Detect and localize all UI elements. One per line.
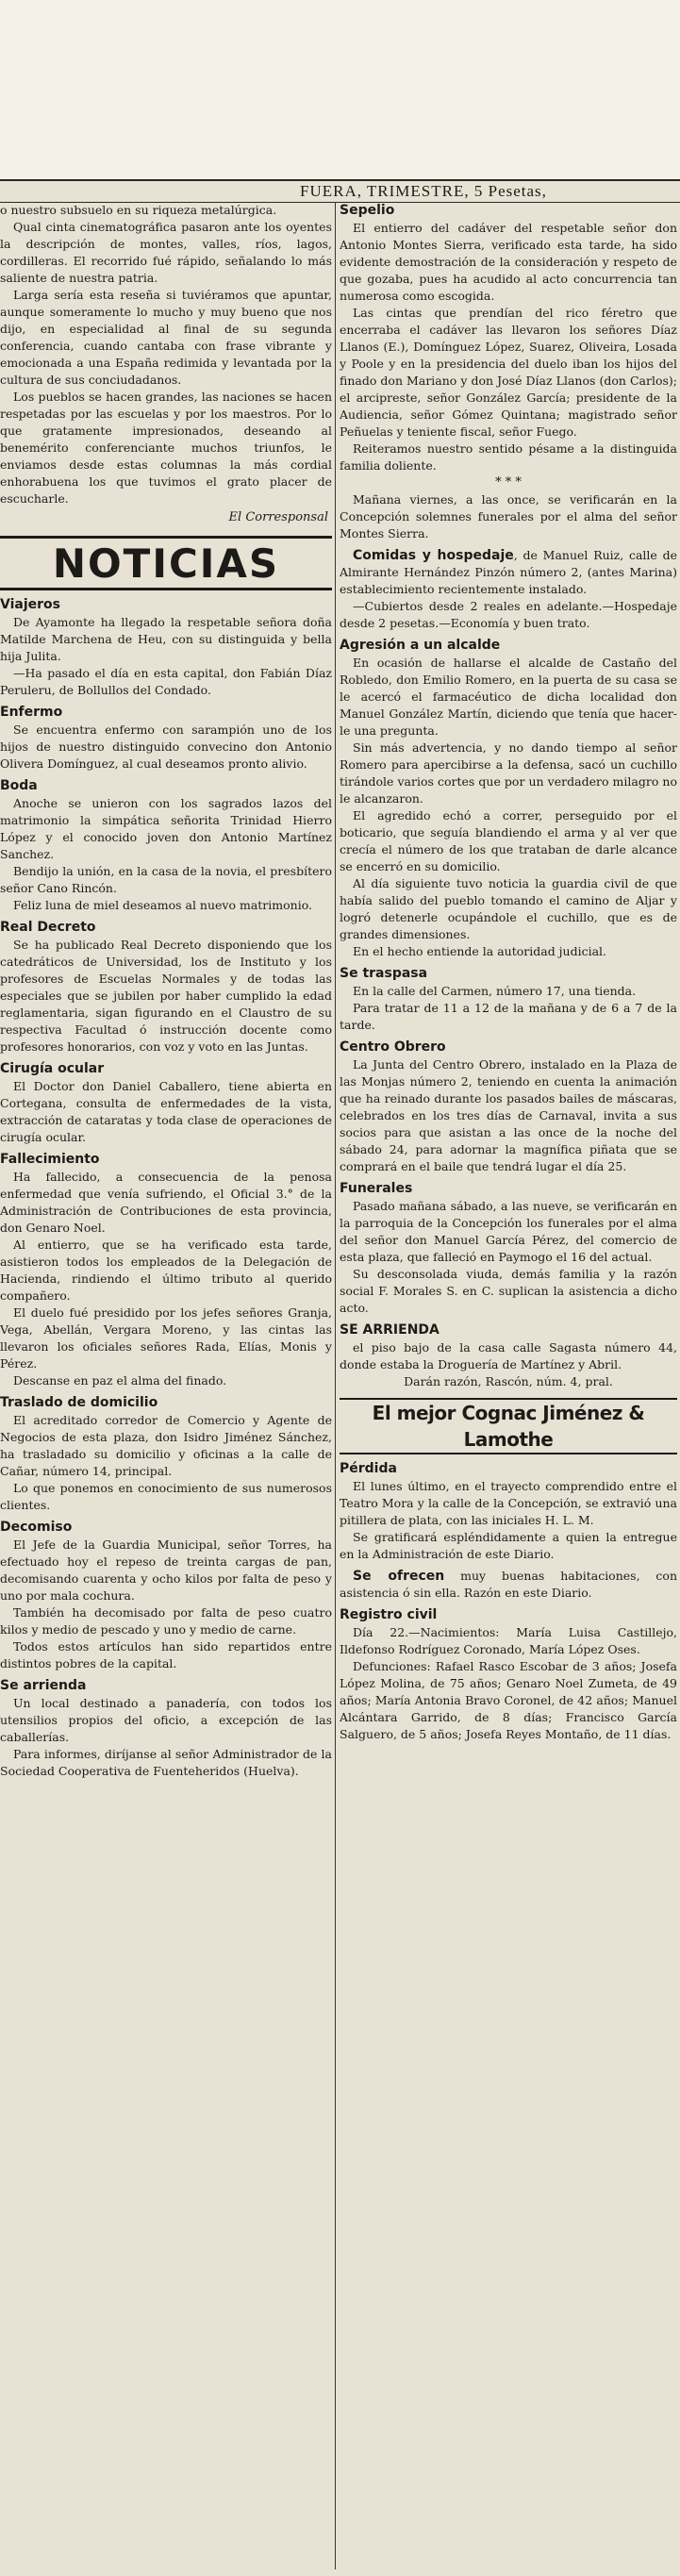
article-paragraph: Pasado mañana sábado, a las nueve, se verificarán en la parroquia de la Concepción los funerales por el alma del señor don Manuel García Pérez, del comercio de esta plaza, que falleció en Paymogo el 16 del actual.: [340, 1199, 677, 1264]
section-heading-agresion: Agresión a un alcalde: [340, 638, 501, 653]
article-paragraph: —Cubiertos desde 2 reales en adelante.—Hospedaje desde 2 pesetas.—Economía y buen trato.: [340, 599, 677, 630]
masthead-bar: [0, 179, 680, 203]
article-paragraph: Descanse en paz el alma del finado.: [13, 1373, 227, 1388]
article-paragraph: Las cintas que prendían del rico féretro que encerraba el cadáver las llevaron los señores Díaz Llanos (E.), Domínguez López, Suarez, Oliveira, Losada y Poole y en la presidencia del duelo iban los hijos del finado don Mariano y don José Díaz Llanos (don Carlos); el arcipreste, señor González García; presidente de la Audiencia, señor Gómez Quintana; magistrado señor Peñuelas y teniente fiscal, señor Fuego.: [340, 306, 677, 439]
intro-paragraph: o nuestro subsuelo en su riqueza metalúrgica.: [0, 203, 277, 217]
article-paragraph: De Ayamonte ha llegado la respetable señora doña Matilde Marchena de Heu, con su distinguida y bella hija Julita.: [0, 615, 332, 663]
intro-paragraph: Larga sería esta reseña si tuviéramos que apuntar, aunque someramente lo mucho y muy bueno que nos dijo, en especialidad al final de su segunda conferencia, cuando cantaba con frase vibrante y emocionada a una España redimida y levantada por la cultura de sus conciudadanos.: [0, 288, 332, 387]
cognac-advertisement: El mejor Cognac Jiménez & Lamothe: [340, 1398, 677, 1454]
article-paragraph: Ha fallecido, a consecuencia de la penosa enfermedad que venía sufriendo, el Oficial 3.° de la Administración de Contribuciones de esta provincia, don Genaro Noel.: [0, 1170, 332, 1235]
noticias-heading: NOTICIAS: [52, 540, 280, 587]
article-paragraph: Feliz luna de miel deseamos al nuevo matrimonio.: [13, 898, 312, 912]
article-paragraph: Sin más advertencia, y no dando tiempo al señor Romero para apercibirse a la defensa, sacó un cuchillo tirándole varios cortes que por un verdadero milagro no le alcanzaron.: [340, 740, 677, 806]
article-paragraph: En el hecho entiende la autoridad judicial.: [353, 944, 607, 958]
section-heading-registro-civil: Registro civil: [340, 1607, 438, 1622]
article-paragraph: El acreditado corredor de Comercio y Agente de Negocios de esta plaza, don Isidro Jiménez Sánchez, ha trasladado su domicilio y oficinas a la calle de Cañar, número 14, principal.: [0, 1413, 332, 1478]
ofrecen-ad: [340, 1568, 677, 1602]
section-heading-se-arrienda: Se arrienda: [0, 1678, 87, 1693]
article-paragraph: Se gratificará espléndidamente a quien la entregue en la Administración de este Diario.: [340, 1530, 677, 1561]
page-top-margin: [0, 0, 680, 179]
article-paragraph: Su desconsolada viuda, demás familia y la razón social F. Morales S. en C. suplican la asistencia a dicho acto.: [340, 1267, 677, 1315]
article-paragraph: Anoche se unieron con los sagrados lazos del matrimonio la simpática señorita Trinidad Hierro López y el conocido joven don Antonio Martínez Sanchez.: [0, 796, 332, 861]
article-paragraph: de Manuel Ruiz, calle de Almirante Hernández Pinzón número 2, (antes Marina) establecimiento recientemente instalado.: [340, 548, 677, 596]
article-paragraph: —Ha pasado el día en esta capital, don Fabián Díaz Peruleru, de Bollullos del Condado.: [0, 666, 332, 697]
left-column: [0, 202, 332, 2569]
article-paragraph: Defunciones: Rafael Rasco Escobar de 3 años; Josefa López Molina, de 75 años; Genaro Noel Zumeta, de 49 años; María Antonia Bravo Coronel, de 42 años; Manuel Alcántara Garrido, de 8 días; Francisco García Salguero, de 5 años; Josefa Reyes Montaño, de 11 días.: [340, 1659, 677, 1741]
article-paragraph: Se ha publicado Real Decreto disponiendo que los catedráticos de Universidad, los de Instituto y los profesores de Escuelas Normales y de todas las especiales que se jubilen por haber cumplido la edad reglamentaria, sigan figurando en el Claustro de su respectiva Facultad ó instrucción docente como profesores honorarios, con voz y voto en las Juntas.: [0, 938, 332, 1054]
section-heading-viajeros: Viajeros: [0, 597, 60, 612]
intro-paragraph: Qual cinta cinematográfica pasaron ante los oyentes la descripción de montes, valles, ríos, lagos, cordilleras. El recorrido fué rápido, señalando lo más saliente de nuestra patria.: [0, 220, 332, 285]
article-paragraph: Día 22.—Nacimientos: María Luisa Castillejo, Ildefonso Rodríguez Coronado, María López Oses.: [340, 1625, 677, 1656]
article-paragraph: El Jefe de la Guardia Municipal, señor Torres, ha efectuado hoy el repeso de treinta cargas de pan, decomisando cuarenta y ocho kilos por falta de peso y uno por mala cochura.: [0, 1537, 332, 1603]
article-paragraph: Para tratar de 11 a 12 de la mañana y de 6 a 7 de la tarde.: [340, 1001, 677, 1032]
article-paragraph: muy buenas habitaciones, con asistencia ó sin ella. Razón en este Diario.: [340, 1569, 677, 1600]
article-paragraph: Para informes, diríjanse al señor Administrador de la Sociedad Cooperativa de Fuenteheridos (Huelva).: [0, 1747, 332, 1778]
correspondent-signature: El Corresponsal: [228, 510, 328, 524]
separator-stars: * * *: [495, 475, 522, 490]
article-paragraph: Mañana viernes, a las once, se verificarán en la Concepción solemnes funerales por el alma del señor Montes Sierra.: [340, 492, 677, 540]
noticias-banner: [0, 536, 332, 590]
right-column: [340, 202, 677, 2569]
section-heading-comidas: Comidas y hospedaje: [353, 548, 514, 563]
section-heading-sepelio: Sepelio: [340, 203, 395, 218]
section-heading-cirugia-ocular: Cirugía ocular: [0, 1061, 105, 1076]
article-paragraph: En ocasión de hallarse el alcalde de Castaño del Robledo, don Emilio Romero, en la puerta de su casa se le acercó el farmacéutico de dicha localidad don Manuel González Martín, diciendo que tenía que hacer-le una pregunta.: [340, 656, 677, 738]
article-paragraph: El lunes último, en el trayecto comprendido entre el Teatro Mora y la calle de la Concepción, se extravió una pitillera de plata, con las iniciales H. L. M.: [340, 1479, 677, 1527]
comidas-ad: Comidas y hospedaje, de Manuel Ruiz, calle de Almirante Hernández Pinzón número 2, (antes Marina) establecimiento recientemente instalado.: [340, 548, 677, 596]
article-paragraph: Al entierro, que se ha verificado esta tarde, asistieron todos los empleados de la Delegación de Hacienda, rindiendo el último tributo al querido compañero.: [0, 1238, 332, 1303]
section-heading-centro-obrero: Centro Obrero: [340, 1039, 446, 1055]
article-paragraph: También ha decomisado por falta de peso cuatro kilos y medio de pescado y uno y medio de carne.: [0, 1605, 332, 1637]
article-paragraph: La Junta del Centro Obrero, instalado en la Plaza de las Monjas número 2, teniendo en cuenta la animación que ha reinado durante los pasados bailes de máscaras, celebrados en los tres días de Carnaval, invita a sus socios para que asistan a las once de la noche del sábado 24, para adornar la magnífica piñata que se comprará en el baile que tendrá lugar el día 25.: [340, 1057, 677, 1173]
intro-paragraph: Los pueblos se hacen grandes, las naciones se hacen respetadas por las escuelas y por los maestros. Por lo que gratamente impresionados, deseando al benemérito conferenciante muchos triunfos, le enviamos desde estas columnas la más cordial enhorabuena los que tuvimos el grato placer de escucharle.: [0, 390, 332, 506]
article-paragraph: Un local destinado a panadería, con todos los utensilios propios del oficio, a excepción de las caballerías.: [0, 1696, 332, 1744]
article-paragraph: El duelo fué presidido por los jefes señores Granja, Vega, Abellán, Vergara Moreno, y las cintas las llevaron los oficiales señores Rada, Elías, Monis y Pérez.: [0, 1305, 332, 1371]
article-paragraph: Todos estos artículos han sido repartidos entre distintos pobres de la capital.: [0, 1639, 332, 1670]
article-paragraph: el piso bajo de la casa calle Sagasta número 44, donde estaba la Droguería de Martínez y Abril.: [340, 1340, 677, 1371]
section-heading-funerales: Funerales: [340, 1181, 413, 1196]
section-heading-se-ofrecen: Se ofrecen: [353, 1569, 445, 1584]
section-heading-se-arrienda-piso: SE ARRIENDA: [340, 1322, 440, 1338]
article-paragraph: El Doctor don Daniel Caballero, tiene abierta en Cortegana, consulta de enfermedades de la vista, extracción de cataratas y toda clase de operaciones de cirugía ocular.: [0, 1079, 332, 1144]
section-heading-boda: Boda: [0, 778, 38, 793]
article-paragraph: Bendijo la unión, en la casa de la novia, el presbítero señor Cano Rincón.: [0, 864, 332, 895]
article-paragraph: Reiteramos nuestro sentido pésame a la distinguida familia doliente.: [340, 441, 677, 473]
article-paragraph: Al día siguiente tuvo noticia la guardia civil de que había salido del pueblo tomando el camino de Aljar y logró detenerle ocupándole el cuchillo, que es de grandes dimensiones.: [340, 876, 677, 941]
section-heading-decomiso: Decomiso: [0, 1520, 73, 1535]
section-heading-perdida: Pérdida: [340, 1461, 397, 1476]
article-paragraph: El agredido echó a correr, perseguido por el boticario, que seguía blandiendo el arma y al ver que crecía el número de los que trataban de darle alcance se encerró en su domicilio.: [340, 808, 677, 873]
section-heading-enfermo: Enfermo: [0, 705, 63, 720]
section-heading-se-traspasa: Se traspasa: [340, 966, 428, 981]
article-paragraph: Se encuentra enfermo con sarampión uno de los hijos de nuestro distinguido convecino don Antonio Olivera Domínguez, al cual deseamos pronto alivio.: [0, 723, 332, 771]
section-heading-traslado: Traslado de domicilio: [0, 1395, 158, 1410]
article-paragraph: En la calle del Carmen, número 17, una tienda.: [353, 984, 637, 998]
razon-line: Darán razón, Rascón, núm. 4, pral.: [404, 1374, 613, 1388]
section-heading-fallecimiento: Fallecimiento: [0, 1152, 100, 1167]
article-paragraph: Lo que ponemos en conocimiento de sus numerosos clientes.: [0, 1481, 332, 1512]
column-divider: [335, 202, 336, 2569]
article-paragraph: El entierro del cadáver del respetable señor don Antonio Montes Sierra, verificado esta tarde, ha sido evidente demostración de la consideración y respeto de que gozaba, pues ha acudido al acto concurrencia tan numerosa como escogida.: [340, 221, 677, 303]
section-heading-real-decreto: Real Decreto: [0, 920, 96, 935]
subscription-price-line: FUERA, TRIMESTRE, 5 Pesetas,: [300, 182, 547, 200]
